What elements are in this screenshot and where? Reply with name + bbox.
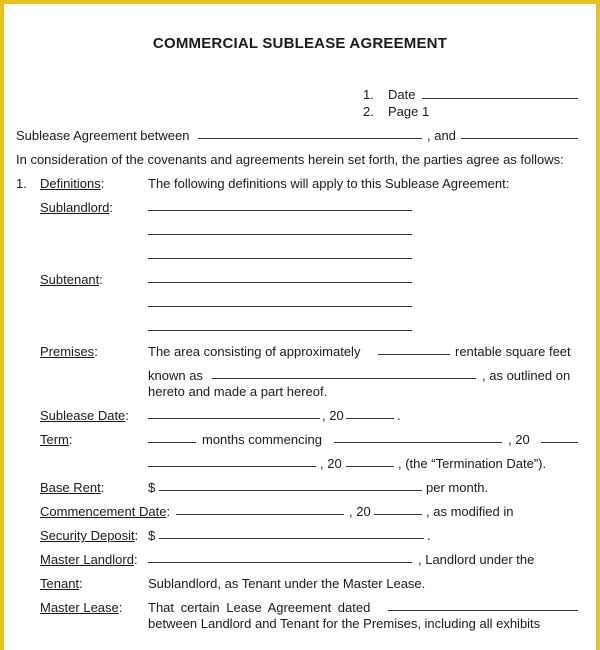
document-page [4,4,596,650]
term-label: Term [40,432,69,447]
sublandlord-label: Sublandlord [40,200,110,215]
section-number: 1. [16,176,27,191]
termination-date-field[interactable] [148,466,316,467]
page-label: Page 1 [388,104,430,119]
commencement-date-label: Commencement Date [40,504,167,519]
sublease-date-year-label: , 20 [322,408,344,423]
security-deposit-term [40,528,138,544]
sublease-date-field[interactable] [148,418,320,419]
base-rent-dollar: $ [148,480,156,495]
term-year-field-2[interactable] [346,466,394,467]
subtenant-label: Subtenant [40,272,100,287]
security-deposit-period: . [427,528,431,543]
security-deposit-colon: : [134,528,139,543]
master-landlord-term [40,552,138,568]
security-deposit-label: Security Deposit [40,528,135,543]
master-landlord-label: Master Landlord [40,552,134,567]
premises-colon: : [94,344,98,359]
definitions-colon: : [100,176,105,191]
base-rent-label: Base Rent [40,480,101,495]
master-lease-label: Master Lease [40,600,119,615]
sublandlord-field-3[interactable] [148,258,412,259]
consideration-text: In consideration of the covenants and agreements herein set forth, the parties agree as follows: [16,152,564,167]
term-months-field[interactable] [148,442,196,443]
per-month-text: per month. [426,480,489,495]
subtenant-term [40,272,103,288]
subtenant-field-1[interactable] [148,282,412,283]
term-months-text: months commencing [202,432,322,447]
sublandlord-term [40,200,113,216]
term-commencing-field[interactable] [334,442,502,443]
square-feet-field[interactable] [378,354,450,355]
master-lease-date-field[interactable] [388,610,578,611]
premises-known-as-field[interactable] [212,378,476,379]
tenant-text: Sublandlord, as Tenant under the Master Lease. [148,576,426,591]
commencement-date-term [40,504,170,520]
base-rent-term [40,480,104,496]
definitions-text: The following definitions will apply to this Sublease Agreement: [148,176,510,191]
premises-text-1b: rentable square feet [455,344,571,359]
premises-term [40,344,98,360]
subtenant-field-3[interactable] [148,330,412,331]
header-item-number-1: 1. [363,87,374,102]
base-rent-colon: : [100,480,105,495]
sublease-date-period: . [397,408,401,423]
tenant-colon: : [79,576,83,591]
term-year-label-2: , 20 [320,456,342,471]
party-two-field[interactable] [461,138,578,139]
base-rent-field[interactable] [159,490,422,491]
premises-text-2a: known as [148,368,203,383]
subtenant-field-2[interactable] [148,306,412,307]
definitions-label: Definitions [40,176,101,191]
tenant-term [40,576,83,592]
commencement-date-colon: : [166,504,171,519]
commencement-modified-text: , as modified in [426,504,514,519]
commencement-date-field[interactable] [176,514,344,515]
tenant-label: Tenant [40,576,80,591]
sublease-year-field[interactable] [346,418,394,419]
sublease-date-term [40,408,129,424]
security-deposit-dollar: $ [148,528,156,543]
definitions-heading [40,176,104,192]
between-label: Sublease Agreement between [16,128,190,143]
sublandlord-colon: : [109,200,114,215]
commencement-year-field[interactable] [374,514,422,515]
date-label: Date [388,87,416,102]
security-deposit-field[interactable] [159,538,424,539]
document-title: COMMERCIAL SUBLEASE AGREEMENT [152,35,448,52]
termination-date-text: , (the “Termination Date”). [398,456,547,471]
subtenant-colon: : [99,272,103,287]
sublandlord-field-2[interactable] [148,234,412,235]
party-one-field[interactable] [198,138,422,139]
premises-text-3: hereto and made a part hereof. [148,384,328,399]
master-landlord-field[interactable] [148,562,412,563]
term-year-label-1: , 20 [508,432,530,447]
header-item-number-2: 2. [363,104,374,119]
premises-text-1a: The area consisting of approximately [148,344,361,359]
and-label: , and [427,128,456,143]
term-colon: : [68,432,73,447]
sublandlord-field-1[interactable] [148,210,412,211]
master-lease-text-2: between Landlord and Tenant for the Premises, including all exhibits [148,616,541,631]
premises-text-2b: , as outlined on [482,368,571,383]
premises-label: Premises [40,344,95,359]
sublease-date-label: Sublease Date [40,408,126,423]
commencement-year-label: , 20 [349,504,371,519]
term-term [40,432,73,448]
master-lease-text-1: That certain Lease Agreement dated [148,600,371,615]
master-lease-term [40,600,122,616]
landlord-under-text: , Landlord under the [418,552,535,567]
master-lease-colon: : [118,600,123,615]
sublease-date-colon: : [125,408,129,423]
date-field[interactable] [422,98,578,99]
master-landlord-colon: : [133,552,138,567]
term-year-field-1[interactable] [541,442,578,443]
